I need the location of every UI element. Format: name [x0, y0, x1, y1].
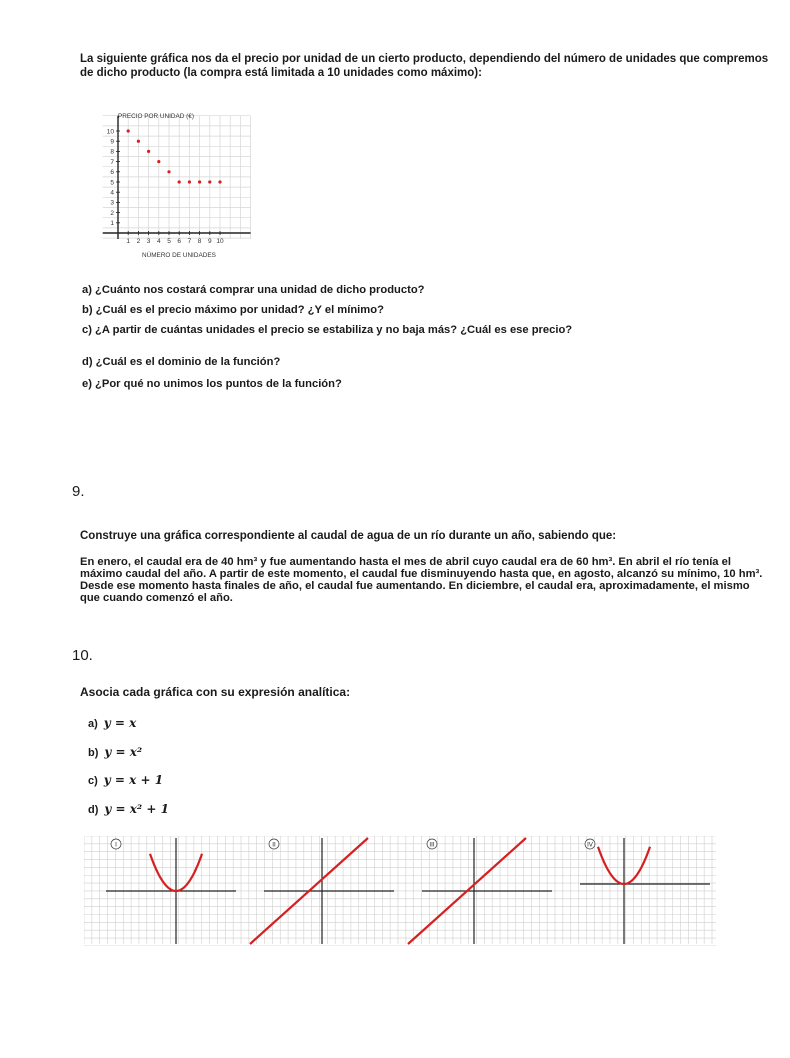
x-tick-label: 10	[216, 238, 224, 245]
chart-axes	[103, 116, 251, 239]
data-point	[178, 180, 181, 183]
graph-label: I	[115, 841, 117, 849]
exercise-9-paragraph: En enero, el caudal era de 40 hm³ y fue aumentando hasta el mes de abril cuyo caudal era de 60 hm³. En abril el río tenía el máximo caudal del año. A partir de este momento, el caudal fue disminuyendo hasta que, en agosto, alcanzó su mínimo, 10 hm³. Desde ese momento hasta finales de año, el caudal fue aumentando. En diciembre, el caudal era, aproximadamente, el mismo que cuando comenzó el año.	[80, 556, 763, 604]
question-a: a) ¿Cuánto nos costará comprar una unidad de dicho producto?	[82, 284, 425, 296]
expression-label: d)	[88, 804, 99, 816]
x-tick-label: 2	[136, 238, 141, 245]
x-tick-label: 3	[146, 238, 151, 245]
graph-label: IV	[587, 841, 593, 849]
question-d: d) ¿Cuál es el dominio de la función?	[82, 356, 281, 368]
price-chart	[92, 100, 262, 260]
intro-text: La siguiente gráfica nos da el precio por unidad de un cierto producto, dependiendo del número de unidades que compremos de dicho producto (la compra está limitada a 10 unidades como máximo):	[80, 53, 769, 79]
data-point	[167, 170, 170, 173]
y-tick-label: 7	[110, 158, 114, 166]
question-c: c) ¿A partir de cuántas unidades el precio se estabiliza y no baja más? ¿Cuál es ese precio?	[82, 324, 573, 336]
x-tick-label: 9	[207, 238, 212, 245]
data-point	[137, 140, 140, 143]
data-point	[208, 180, 211, 183]
expression-formula: y = x	[103, 716, 137, 730]
y-tick-label: 6	[110, 169, 114, 177]
expression-formula: y = x + 1	[103, 773, 164, 787]
expression-formula: y = x² + 1	[104, 802, 169, 816]
x-tick-label: 7	[187, 238, 192, 245]
chart-x-axis-label: NÚMERO DE UNIDADES	[142, 252, 216, 259]
expression-label: c)	[88, 775, 98, 787]
expression-label: a)	[88, 718, 98, 730]
x-tick-label: 8	[197, 238, 202, 245]
expression-formula: y = x²	[104, 745, 143, 759]
data-point	[147, 150, 150, 153]
data-point	[218, 180, 221, 183]
x-tick-label: 1	[126, 238, 131, 245]
y-tick-label: 8	[110, 148, 114, 156]
exercise-9-number: 9.	[72, 483, 85, 500]
y-tick-label: 9	[110, 138, 114, 146]
y-tick-label: 2	[110, 209, 114, 217]
x-tick-label: 4	[156, 238, 161, 245]
y-tick-label: 5	[110, 179, 114, 187]
expression-b	[88, 745, 142, 759]
data-point	[188, 180, 191, 183]
data-point	[157, 160, 160, 163]
expression-c	[88, 773, 163, 787]
exercise-10-instruction: Asocia cada gráfica con su expresión analítica:	[80, 685, 351, 699]
question-b: b) ¿Cuál es el precio máximo por unidad? ¿Y el mínimo?	[82, 304, 384, 316]
y-tick-label: 1	[110, 220, 114, 228]
chart-grid	[103, 116, 251, 239]
expression-label: b)	[88, 747, 99, 759]
data-point	[127, 129, 130, 132]
x-tick-label: 6	[177, 238, 182, 245]
chart-tick-labels	[107, 128, 224, 245]
expression-a	[88, 716, 136, 730]
y-tick-label: 10	[106, 128, 114, 136]
question-e: e) ¿Por qué no unimos los puntos de la función?	[82, 378, 342, 390]
expression-d	[88, 802, 169, 816]
y-tick-label: 3	[110, 199, 114, 207]
exercise-10-number: 10.	[72, 647, 93, 664]
graph-label: II	[272, 841, 276, 849]
y-tick-label: 4	[110, 189, 114, 197]
data-point	[198, 180, 201, 183]
graph-label: III	[429, 841, 435, 849]
exercise-9-instruction: Construye una gráfica correspondiente al caudal de agua de un río durante un año, sabiendo que:	[80, 530, 617, 542]
chart-y-axis-label: PRECIO POR UNIDAD (€)	[118, 113, 194, 120]
function-graphs	[84, 836, 716, 946]
x-tick-label: 5	[167, 238, 171, 245]
